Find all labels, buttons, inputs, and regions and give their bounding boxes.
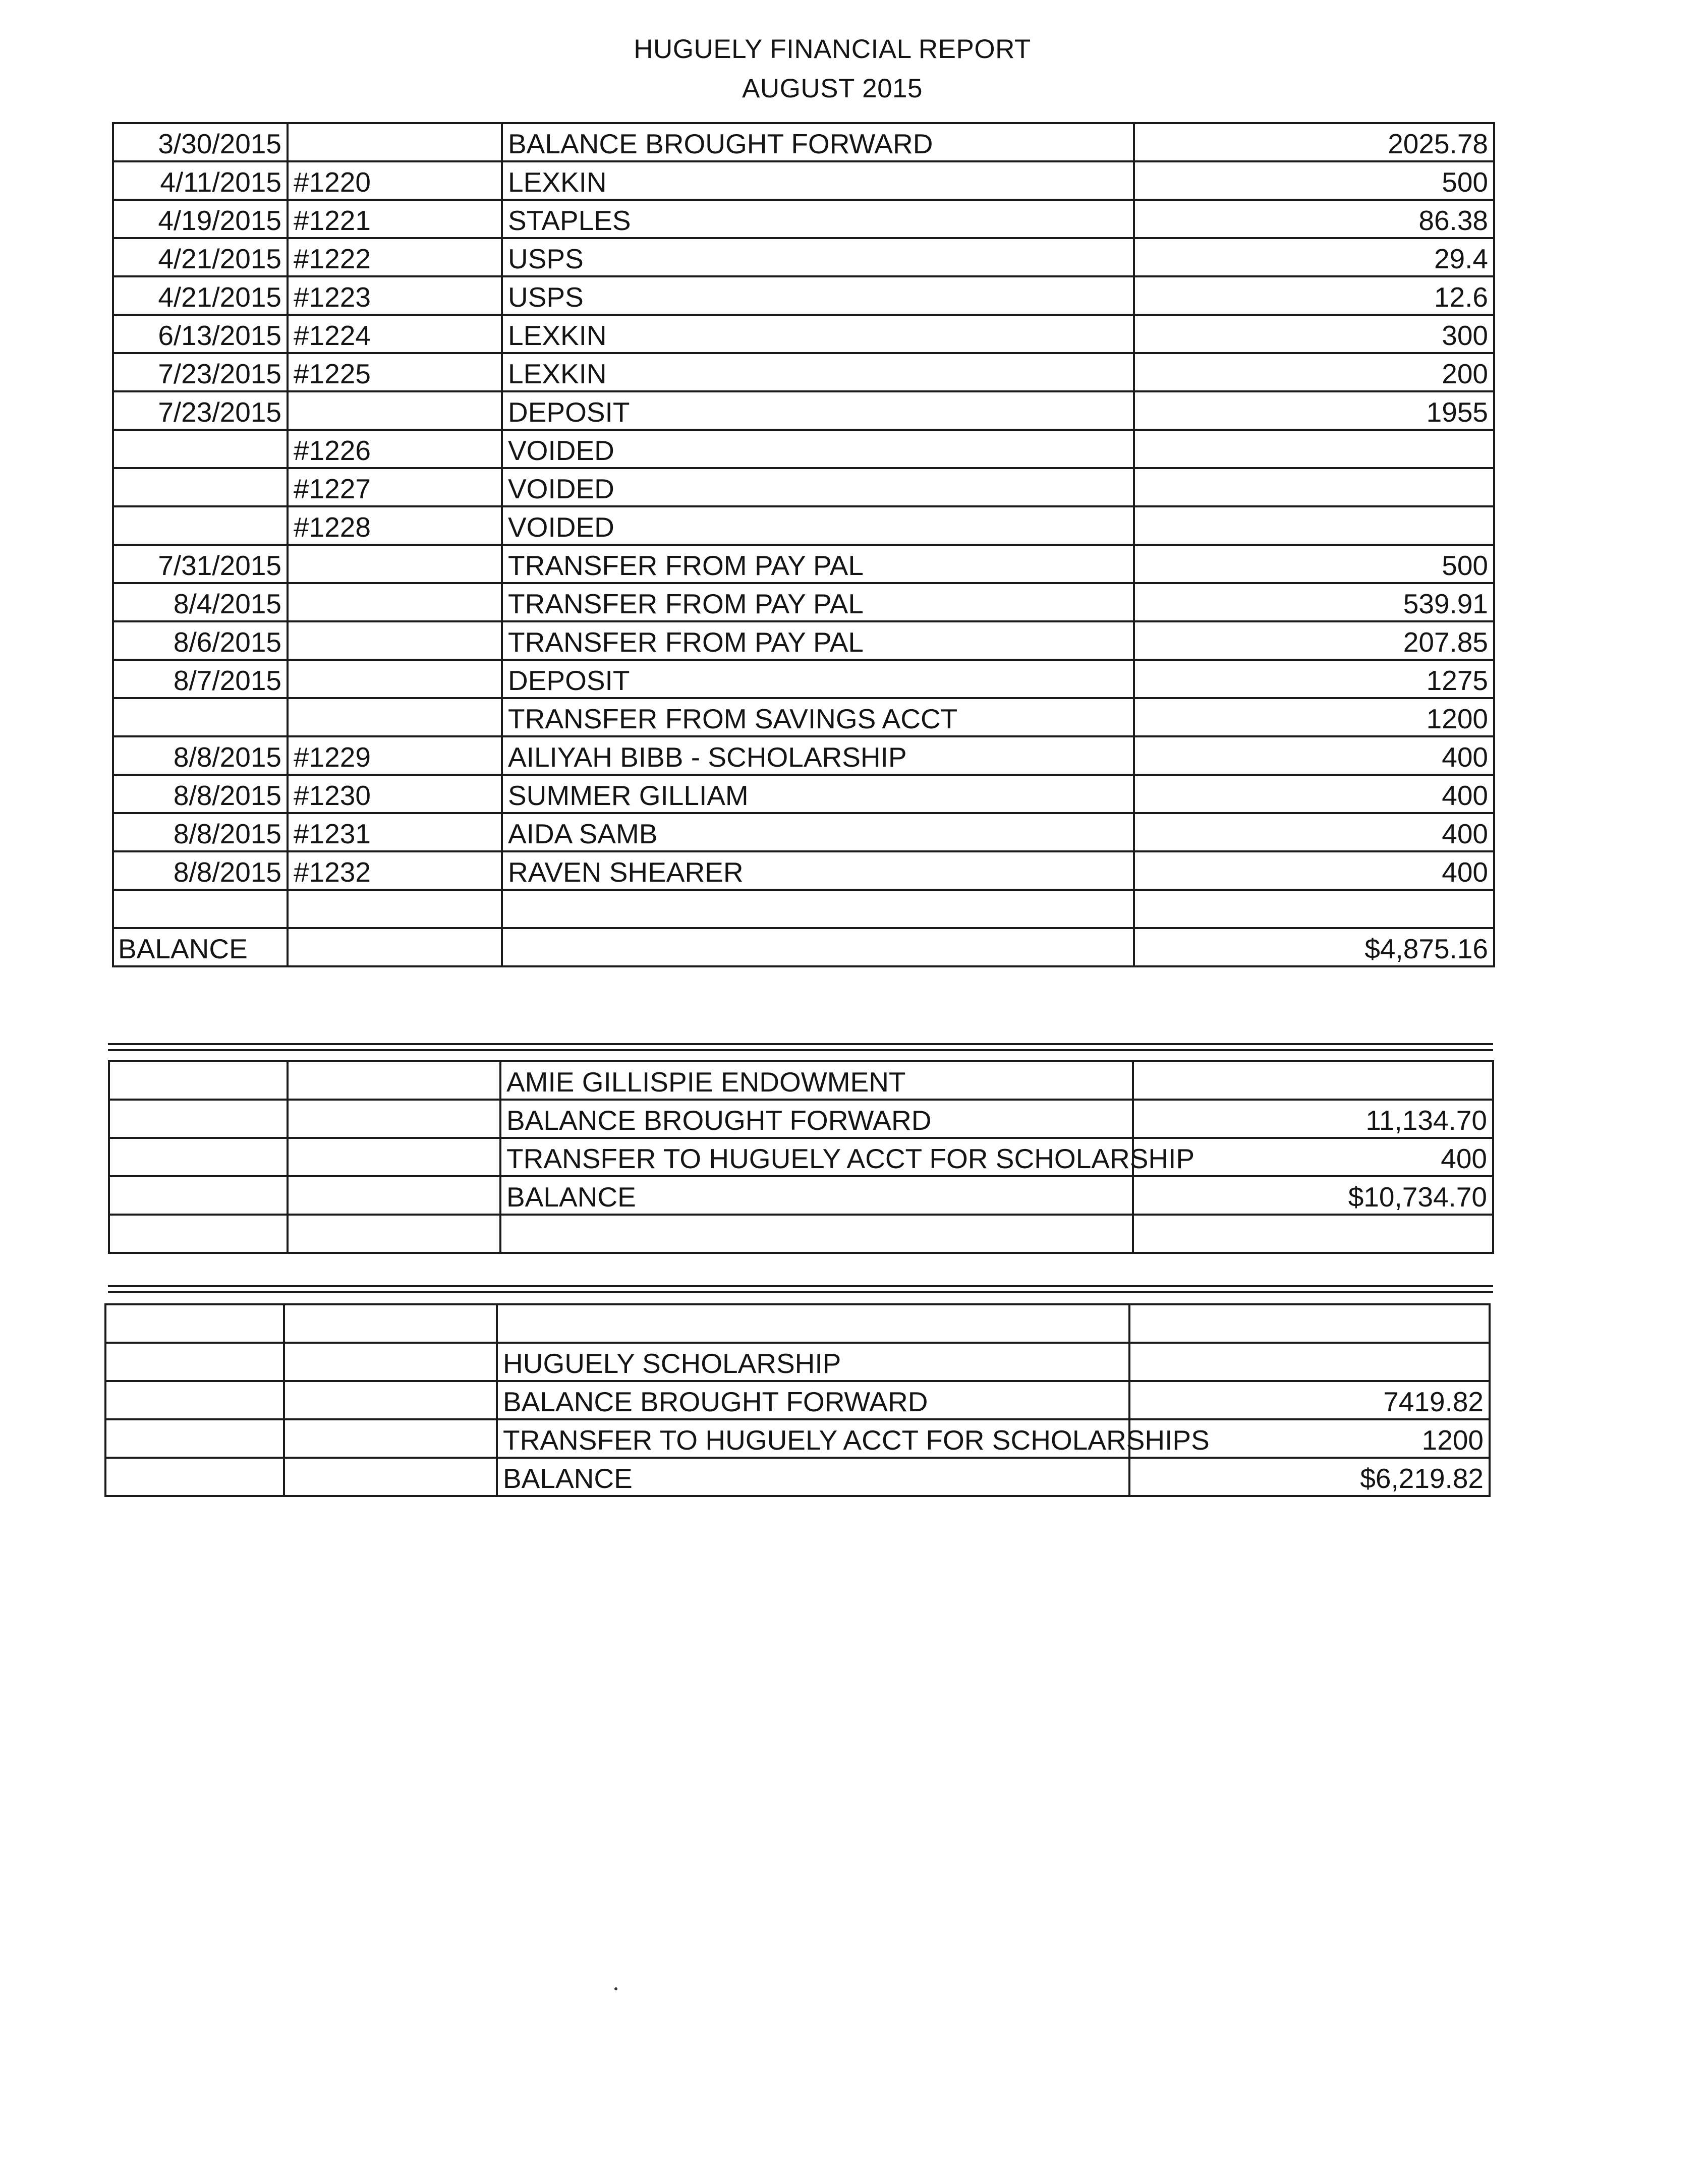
description-cell: STAPLES bbox=[502, 200, 1134, 238]
check-number-cell bbox=[288, 583, 502, 621]
amount-cell bbox=[1134, 430, 1494, 468]
endowment-row bbox=[109, 1215, 1493, 1253]
amount-cell: 7419.82 bbox=[1129, 1381, 1490, 1419]
ledger-row bbox=[113, 506, 1494, 545]
date-cell: 8/6/2015 bbox=[113, 621, 288, 660]
date-cell: 4/19/2015 bbox=[113, 200, 288, 238]
amount-cell bbox=[1133, 1061, 1493, 1100]
amount-cell: 1275 bbox=[1134, 660, 1494, 698]
amount-cell: 400 bbox=[1133, 1138, 1493, 1176]
check-number-cell: #1232 bbox=[288, 851, 502, 890]
amount-cell: 300 bbox=[1134, 315, 1494, 353]
check-number-cell: #1226 bbox=[288, 430, 502, 468]
check-number-cell bbox=[288, 545, 502, 583]
endowment-table bbox=[108, 1060, 1494, 1254]
ledger-row bbox=[113, 353, 1494, 391]
empty-cell bbox=[105, 1304, 284, 1343]
section-divider bbox=[108, 1043, 1493, 1051]
endowment-body bbox=[109, 1061, 1493, 1253]
ledger-row bbox=[113, 583, 1494, 621]
date-cell: 7/31/2015 bbox=[113, 545, 288, 583]
date-cell: 8/7/2015 bbox=[113, 660, 288, 698]
empty-cell bbox=[284, 1381, 497, 1419]
description-cell: VOIDED bbox=[502, 468, 1134, 506]
description-cell: BALANCE BROUGHT FORWARD bbox=[497, 1381, 1129, 1419]
check-number-cell: #1230 bbox=[288, 775, 502, 813]
description-cell: TRANSFER TO HUGUELY ACCT FOR SCHOLARSHIPS bbox=[497, 1419, 1129, 1458]
endowment-row bbox=[109, 1100, 1493, 1138]
check-number-cell: #1228 bbox=[288, 506, 502, 545]
endowment-row bbox=[109, 1176, 1493, 1215]
date-cell bbox=[113, 430, 288, 468]
description-cell: USPS bbox=[502, 276, 1134, 315]
date-cell bbox=[113, 506, 288, 545]
date-cell: 8/8/2015 bbox=[113, 813, 288, 851]
check-number-cell bbox=[288, 660, 502, 698]
amount-cell: 400 bbox=[1134, 775, 1494, 813]
report-period: AUGUST 2015 bbox=[742, 74, 923, 103]
ledger-row bbox=[113, 200, 1494, 238]
balance-check-cell bbox=[288, 928, 502, 966]
empty-cell bbox=[284, 1458, 497, 1496]
empty-cell bbox=[288, 1138, 500, 1176]
scan-speck bbox=[614, 1987, 617, 1990]
description-cell: VOIDED bbox=[502, 506, 1134, 545]
balance-row bbox=[113, 928, 1494, 966]
check-number-cell: #1222 bbox=[288, 238, 502, 276]
amount-cell: 86.38 bbox=[1134, 200, 1494, 238]
amount-cell: 1200 bbox=[1129, 1419, 1490, 1458]
amount-cell: 207.85 bbox=[1134, 621, 1494, 660]
date-cell: 4/11/2015 bbox=[113, 161, 288, 200]
ledger-row bbox=[113, 276, 1494, 315]
ledger-row bbox=[113, 430, 1494, 468]
check-number-cell: #1221 bbox=[288, 200, 502, 238]
ledger-row bbox=[113, 315, 1494, 353]
description-cell bbox=[500, 1215, 1133, 1253]
endowment-row bbox=[109, 1061, 1493, 1100]
ledger-row bbox=[113, 890, 1494, 928]
amount-cell: 11,134.70 bbox=[1133, 1100, 1493, 1138]
ledger-row bbox=[113, 391, 1494, 430]
empty-cell bbox=[105, 1381, 284, 1419]
amount-cell: $10,734.70 bbox=[1133, 1176, 1493, 1215]
date-cell: 4/21/2015 bbox=[113, 238, 288, 276]
amount-cell: 1955 bbox=[1134, 391, 1494, 430]
check-number-cell: #1225 bbox=[288, 353, 502, 391]
ledger-row bbox=[113, 123, 1494, 161]
amount-cell: 200 bbox=[1134, 353, 1494, 391]
check-number-cell: #1224 bbox=[288, 315, 502, 353]
amount-cell bbox=[1129, 1343, 1490, 1381]
scholarship-table bbox=[104, 1303, 1491, 1497]
ledger-row bbox=[113, 621, 1494, 660]
check-number-cell bbox=[288, 890, 502, 928]
check-number-cell bbox=[288, 123, 502, 161]
ledger-row bbox=[113, 698, 1494, 736]
description-cell: RAVEN SHEARER bbox=[502, 851, 1134, 890]
empty-cell bbox=[105, 1343, 284, 1381]
scholarship-row bbox=[105, 1458, 1490, 1496]
description-cell: SUMMER GILLIAM bbox=[502, 775, 1134, 813]
date-cell bbox=[113, 698, 288, 736]
description-cell: LEXKIN bbox=[502, 161, 1134, 200]
date-cell bbox=[113, 890, 288, 928]
ledger-row bbox=[113, 813, 1494, 851]
empty-cell bbox=[284, 1343, 497, 1381]
empty-cell bbox=[288, 1215, 500, 1253]
amount-cell bbox=[1134, 468, 1494, 506]
ledger-row bbox=[113, 660, 1494, 698]
amount-cell: $6,219.82 bbox=[1129, 1458, 1490, 1496]
ledger-row bbox=[113, 238, 1494, 276]
description-cell: BALANCE bbox=[500, 1176, 1133, 1215]
check-number-cell: #1229 bbox=[288, 736, 502, 775]
amount-cell: 1200 bbox=[1134, 698, 1494, 736]
amount-cell: 29.4 bbox=[1134, 238, 1494, 276]
empty-cell bbox=[109, 1176, 288, 1215]
description-cell: AILIYAH BIBB - SCHOLARSHIP bbox=[502, 736, 1134, 775]
date-cell: 8/8/2015 bbox=[113, 851, 288, 890]
report-title: HUGUELY FINANCIAL REPORT bbox=[634, 34, 1031, 64]
date-cell: 7/23/2015 bbox=[113, 353, 288, 391]
description-cell: BALANCE BROUGHT FORWARD bbox=[500, 1100, 1133, 1138]
amount-cell bbox=[1134, 506, 1494, 545]
amount-cell: 500 bbox=[1134, 161, 1494, 200]
amount-cell: 12.6 bbox=[1134, 276, 1494, 315]
empty-cell bbox=[109, 1100, 288, 1138]
amount-cell: 539.91 bbox=[1134, 583, 1494, 621]
amount-cell bbox=[1133, 1215, 1493, 1253]
amount-cell: 400 bbox=[1134, 736, 1494, 775]
amount-cell: 400 bbox=[1134, 813, 1494, 851]
description-cell bbox=[497, 1304, 1129, 1343]
scholarship-row bbox=[105, 1381, 1490, 1419]
amount-cell: 500 bbox=[1134, 545, 1494, 583]
description-cell: LEXKIN bbox=[502, 315, 1134, 353]
empty-cell bbox=[284, 1304, 497, 1343]
empty-cell bbox=[109, 1061, 288, 1100]
description-cell: TRANSFER FROM PAY PAL bbox=[502, 545, 1134, 583]
date-cell: 8/8/2015 bbox=[113, 736, 288, 775]
description-cell: HUGUELY SCHOLARSHIP bbox=[497, 1343, 1129, 1381]
ledger-row bbox=[113, 468, 1494, 506]
balance-label: BALANCE bbox=[113, 928, 288, 966]
empty-cell bbox=[109, 1138, 288, 1176]
empty-cell bbox=[288, 1061, 500, 1100]
date-cell: 6/13/2015 bbox=[113, 315, 288, 353]
empty-cell bbox=[284, 1419, 497, 1458]
amount-cell: 2025.78 bbox=[1134, 123, 1494, 161]
check-number-cell: #1220 bbox=[288, 161, 502, 200]
description-cell: BALANCE BROUGHT FORWARD bbox=[502, 123, 1134, 161]
check-number-cell: #1223 bbox=[288, 276, 502, 315]
date-cell: 3/30/2015 bbox=[113, 123, 288, 161]
check-number-cell bbox=[288, 698, 502, 736]
empty-cell bbox=[105, 1458, 284, 1496]
description-cell: USPS bbox=[502, 238, 1134, 276]
scholarship-row bbox=[105, 1304, 1490, 1343]
ledger-row bbox=[113, 161, 1494, 200]
scholarship-row bbox=[105, 1419, 1490, 1458]
scholarship-body bbox=[105, 1304, 1490, 1496]
date-cell: 8/4/2015 bbox=[113, 583, 288, 621]
check-number-cell: #1227 bbox=[288, 468, 502, 506]
amount-cell bbox=[1129, 1304, 1490, 1343]
description-cell: TRANSFER FROM PAY PAL bbox=[502, 621, 1134, 660]
section-divider bbox=[108, 1285, 1493, 1293]
description-cell: LEXKIN bbox=[502, 353, 1134, 391]
description-cell: BALANCE bbox=[497, 1458, 1129, 1496]
date-cell bbox=[113, 468, 288, 506]
amount-cell: 400 bbox=[1134, 851, 1494, 890]
balance-amount: $4,875.16 bbox=[1134, 928, 1494, 966]
description-cell: TRANSFER FROM SAVINGS ACCT bbox=[502, 698, 1134, 736]
description-cell: DEPOSIT bbox=[502, 660, 1134, 698]
date-cell: 8/8/2015 bbox=[113, 775, 288, 813]
check-number-cell bbox=[288, 391, 502, 430]
empty-cell bbox=[288, 1176, 500, 1215]
ledger-row bbox=[113, 545, 1494, 583]
date-cell: 7/23/2015 bbox=[113, 391, 288, 430]
balance-desc-cell bbox=[502, 928, 1134, 966]
scholarship-row bbox=[105, 1343, 1490, 1381]
date-cell: 4/21/2015 bbox=[113, 276, 288, 315]
description-cell: DEPOSIT bbox=[502, 391, 1134, 430]
main-ledger-body bbox=[113, 123, 1494, 928]
check-number-cell bbox=[288, 621, 502, 660]
check-number-cell: #1231 bbox=[288, 813, 502, 851]
main-ledger-table bbox=[112, 122, 1495, 967]
description-cell bbox=[502, 890, 1134, 928]
ledger-row bbox=[113, 736, 1494, 775]
empty-cell bbox=[288, 1100, 500, 1138]
ledger-row bbox=[113, 775, 1494, 813]
endowment-row bbox=[109, 1138, 1493, 1176]
amount-cell bbox=[1134, 890, 1494, 928]
empty-cell bbox=[109, 1215, 288, 1253]
description-cell: AMIE GILLISPIE ENDOWMENT bbox=[500, 1061, 1133, 1100]
ledger-row bbox=[113, 851, 1494, 890]
description-cell: AIDA SAMB bbox=[502, 813, 1134, 851]
empty-cell bbox=[105, 1419, 284, 1458]
description-cell: TRANSFER FROM PAY PAL bbox=[502, 583, 1134, 621]
description-cell: TRANSFER TO HUGUELY ACCT FOR SCHOLARSHIP bbox=[500, 1138, 1133, 1176]
description-cell: VOIDED bbox=[502, 430, 1134, 468]
